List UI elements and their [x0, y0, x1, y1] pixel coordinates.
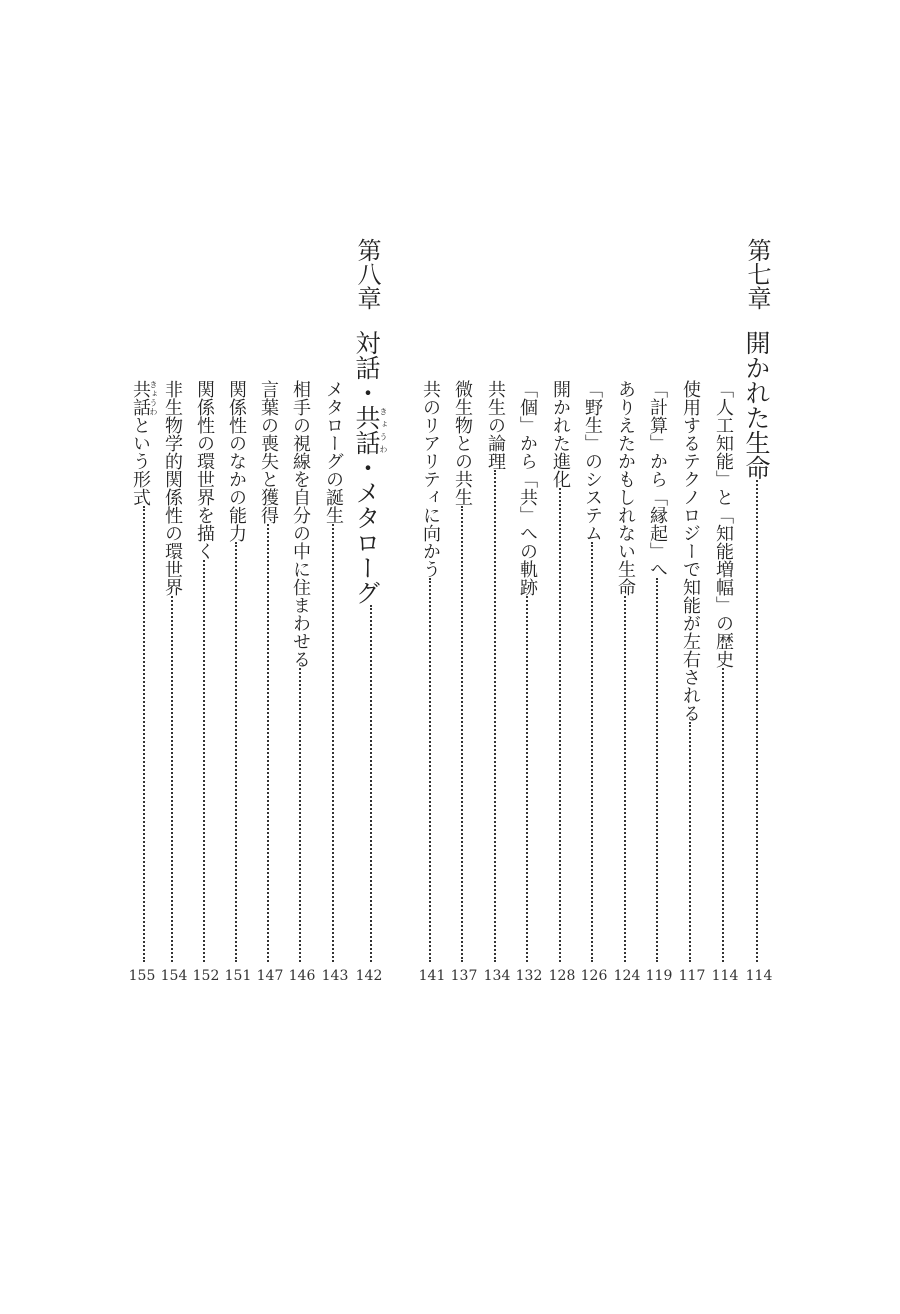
chapter8-title-part: ・メタローグ — [352, 455, 381, 605]
entry-title-part: 共話 — [130, 380, 151, 416]
toc-entry — [324, 380, 342, 962]
leader-dots — [370, 605, 372, 962]
entry-title: 共生の論理 — [485, 380, 506, 470]
leader-dots — [494, 470, 496, 962]
entry-title: 「個」から「共」への軌跡 — [517, 380, 538, 596]
toc-entry — [195, 380, 213, 962]
entry-page: 124 — [613, 968, 641, 984]
leader-dots — [722, 668, 724, 962]
leader-dots — [203, 560, 205, 962]
entry-page: 147 — [256, 968, 284, 984]
toc-entry — [714, 380, 732, 962]
leader-dots — [559, 488, 561, 962]
toc-entry — [583, 380, 601, 962]
entry-page: 146 — [288, 968, 316, 984]
entry-page: 141 — [418, 968, 446, 984]
entry-page: 155 — [128, 968, 156, 984]
entry-title: 言葉の喪失と獲得 — [258, 380, 279, 524]
entry-ruby-word — [130, 380, 158, 416]
entry-title: ありえたかもしれない生命 — [615, 380, 636, 596]
entry-title: 使用するテクノロジーで知能が左右される — [680, 380, 701, 722]
toc-entry — [518, 380, 536, 962]
entry-page: 114 — [711, 968, 739, 984]
furigana: きょうわ — [379, 405, 388, 455]
chapter8-label: 第八章 — [353, 238, 381, 310]
toc-entry — [616, 380, 634, 962]
chapter7-page: 114 — [745, 968, 773, 984]
entry-page: 151 — [224, 968, 252, 984]
leader-dots — [526, 596, 528, 962]
entry-page: 117 — [678, 968, 706, 984]
entry-title-part: という形式 — [130, 416, 151, 506]
entry-title: 非生物学的関係性の環世界 — [162, 380, 183, 596]
entry-title: 微生物との共生 — [452, 380, 473, 506]
leader-dots — [429, 578, 431, 962]
toc-entry — [421, 380, 439, 962]
leader-dots — [624, 596, 626, 962]
entry-page: 128 — [548, 968, 576, 984]
chapter8-page: 142 — [355, 968, 383, 984]
chapter7-label: 第七章 — [743, 238, 771, 310]
entry-title: 開かれた進化 — [550, 380, 571, 488]
leader-dots — [235, 542, 237, 962]
entry-page: 137 — [450, 968, 478, 984]
entry-title: 関係性の環世界を描く — [194, 380, 215, 560]
leader-dots — [591, 542, 593, 962]
leader-dots — [299, 668, 301, 962]
entry-title: メタローグの誕生 — [323, 380, 344, 524]
leader-dots — [461, 506, 463, 962]
entry-title: 「人工知能」と「知能増幅」の歴史 — [713, 380, 734, 668]
toc-entry — [648, 380, 666, 962]
toc-entry — [227, 380, 245, 962]
entry-page: 143 — [321, 968, 349, 984]
toc-entry — [681, 380, 699, 962]
entry-page: 126 — [580, 968, 608, 984]
entry-title: 関係性のなかの能力 — [226, 380, 247, 542]
leader-dots — [267, 524, 269, 962]
entry-title: 「野生」のシステム — [582, 380, 603, 542]
chapter7-title-row — [744, 330, 769, 962]
leader-dots — [171, 596, 173, 962]
entry-page: 119 — [645, 968, 673, 984]
entry-page: 134 — [483, 968, 511, 984]
entry-title: 共のリアリティに向かう — [420, 380, 441, 578]
chapter8-title-part: 共話 — [352, 405, 381, 455]
chapter8-title-ruby-word — [352, 405, 388, 455]
toc-entry — [551, 380, 569, 962]
toc-entry — [291, 380, 309, 962]
toc-entry — [131, 380, 158, 962]
entry-title — [131, 380, 158, 506]
chapter8-title-row — [354, 330, 388, 962]
leader-dots — [332, 524, 334, 962]
leader-dots — [689, 722, 691, 962]
furigana: きょうわ — [149, 380, 158, 416]
leader-dots — [756, 480, 758, 962]
leader-dots — [656, 578, 658, 962]
toc-entry — [486, 380, 504, 962]
entry-page: 132 — [515, 968, 543, 984]
toc-entry — [453, 380, 471, 962]
chapter8-title — [354, 330, 388, 605]
chapter7-title: 開かれた生命 — [742, 330, 771, 480]
leader-dots — [143, 506, 145, 962]
entry-title: 「計算」から「縁起」へ — [647, 380, 668, 578]
entry-page: 152 — [192, 968, 220, 984]
entry-page: 154 — [160, 968, 188, 984]
entry-title: 相手の視線を自分の中に住まわせる — [290, 380, 311, 668]
chapter8-title-part: 対話・ — [352, 330, 381, 405]
toc-entry — [259, 380, 277, 962]
toc-entry — [163, 380, 181, 962]
